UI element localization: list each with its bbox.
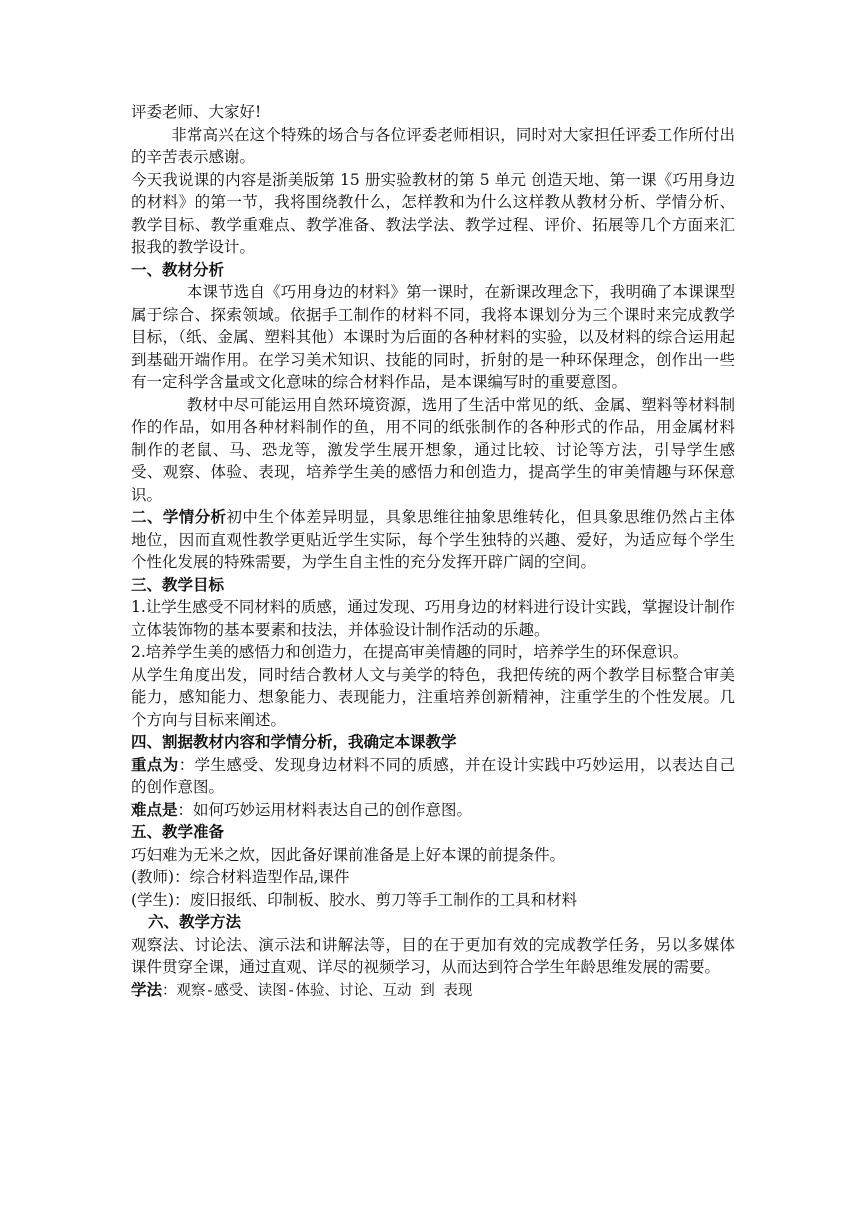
student-analysis-text: 初中生个体差异明显，具象思维往抽象思维转化，但具象思维仍然占主体地位，因而直观性教学更贴近学生实际，每个学生独特的兴趣、爱好，为适应每个学生个性化发展的特殊需要，为学生自主性的充分发挥开辟广阔的空间。 xyxy=(131,508,735,571)
key-point-text: ：学生感受、发现身边材料不同的质感，并在设计实践中巧妙运用，以表达自己的创作意图。 xyxy=(131,755,735,796)
teaching-methods-paragraph: 观察法、讨论法、演示法和讲解法等，目的在于更加有效的完成教学任务，另以多媒体课件贯穿全课，通过直观、详尽的视频学习，从而达到符合学生年龄思维发展的需要。 xyxy=(131,935,735,976)
key-point-paragraph xyxy=(131,754,735,799)
difficulty-label: 难点是 xyxy=(131,799,178,819)
intro-paragraph-1: 非常高兴在这个特殊的场合与各位评委老师相识，同时对大家担任评委工作所付出的辛苦表示感谢。 xyxy=(131,125,735,166)
student-preparation: (学生)：废旧报纸、印制板、胶水、剪刀等手工制作的工具和材料 xyxy=(131,890,578,909)
section-heading-textbook-analysis: 一、教材分析 xyxy=(131,259,225,279)
teacher-preparation: (教师)：综合材料造型作品,课件 xyxy=(131,868,350,886)
study-methods-text: ：观察-感受、读图-体验、讨论、互动 到 表现 xyxy=(162,982,473,999)
intro-paragraph-2: 今天我说课的内容是浙美版第 15 册实验教材的第 5 单元 创造天地、第一课《巧用身边的材料》的第一节，我将围绕教什么，怎样教和为什么这样教从教材分析、学情分析、教学目标、教学重难点、教学准备、教法学法、教学过程、评价、拓展等几个方面来汇报我的教学设计。 xyxy=(131,170,735,256)
teaching-goal-1: 1.让学生感受不同材料的质感，通过发现、巧用身边的材料进行设计实践，掌握设计制作立体装饰物的基本要素和技法，并体验设计制作活动的乐趣。 xyxy=(131,598,735,639)
document-body xyxy=(131,101,735,1002)
textbook-analysis-paragraph-2: 教材中尽可能运用自然环境资源，选用了生活中常见的纸、金属、塑料等材料制作的作品，如用各种材料制作的鱼，用不同的纸张制作的各种形式的作品，用金属材料制作的老鼠、马、恐龙等，激发学生展开想象，通过比较、讨论等方法，引导学生感受、观察、体验、表现，培养学生美的感悟力和创造力，提高学生的审美情趣与环保意识。 xyxy=(131,395,735,504)
section-heading-preparation: 五、教学准备 xyxy=(131,822,225,841)
teaching-goal-2: 2.培养学生美的感悟力和创造力，在提高审美情趣的同时，培养学生的环保意识。 xyxy=(131,643,689,661)
difficulty-paragraph xyxy=(131,799,735,822)
section-heading-teaching-methods: 六、教学方法 xyxy=(148,912,242,931)
section-heading-student-analysis: 二、学情分析 xyxy=(131,507,227,526)
key-point-label: 重点为 xyxy=(131,754,179,774)
difficulty-text: ：如何巧妙运用材料表达自己的创作意图。 xyxy=(177,800,473,819)
section-heading-key-points: 四、割据教材内容和学情分析，我确定本课教学 xyxy=(131,732,457,751)
greeting: 评委老师、大家好! xyxy=(131,103,262,121)
preparation-paragraph: 巧妇难为无米之炊，因此备好课前准备是上好本课的前提条件。 xyxy=(131,845,566,864)
textbook-analysis-paragraph-1: 本课节选自《巧用身边的材料》第一课时，在新课改理念下，我明确了本课课型属于综合、探索领域。依据手工制作的材料不同，我将本课划分为三个课时来完成教学目标，（纸、金属、塑料其他）本课时为后面的各种材料的实验，以及材料的综合运用起到基础开端作用。在学习美术知识、技能的同时，折射的是一种环保理念，创作出一些有一定科学含量或文化意味的综合材料作品，是本课编写时的重要意图。 xyxy=(131,283,735,391)
study-methods-label: 学法 xyxy=(131,979,163,999)
section-heading-teaching-goals: 三、教学目标 xyxy=(131,574,225,594)
student-analysis-paragraph xyxy=(131,506,735,574)
teaching-goals-paragraph: 从学生角度出发，同时结合教材人文与美学的特色，我把传统的两个教学目标整合审美能力，感知能力、想象能力、表现能力，注重培养创新精神，注重学生的个性发展。几个方向与目标来阐述。 xyxy=(131,665,735,729)
study-methods-paragraph xyxy=(131,979,735,1003)
